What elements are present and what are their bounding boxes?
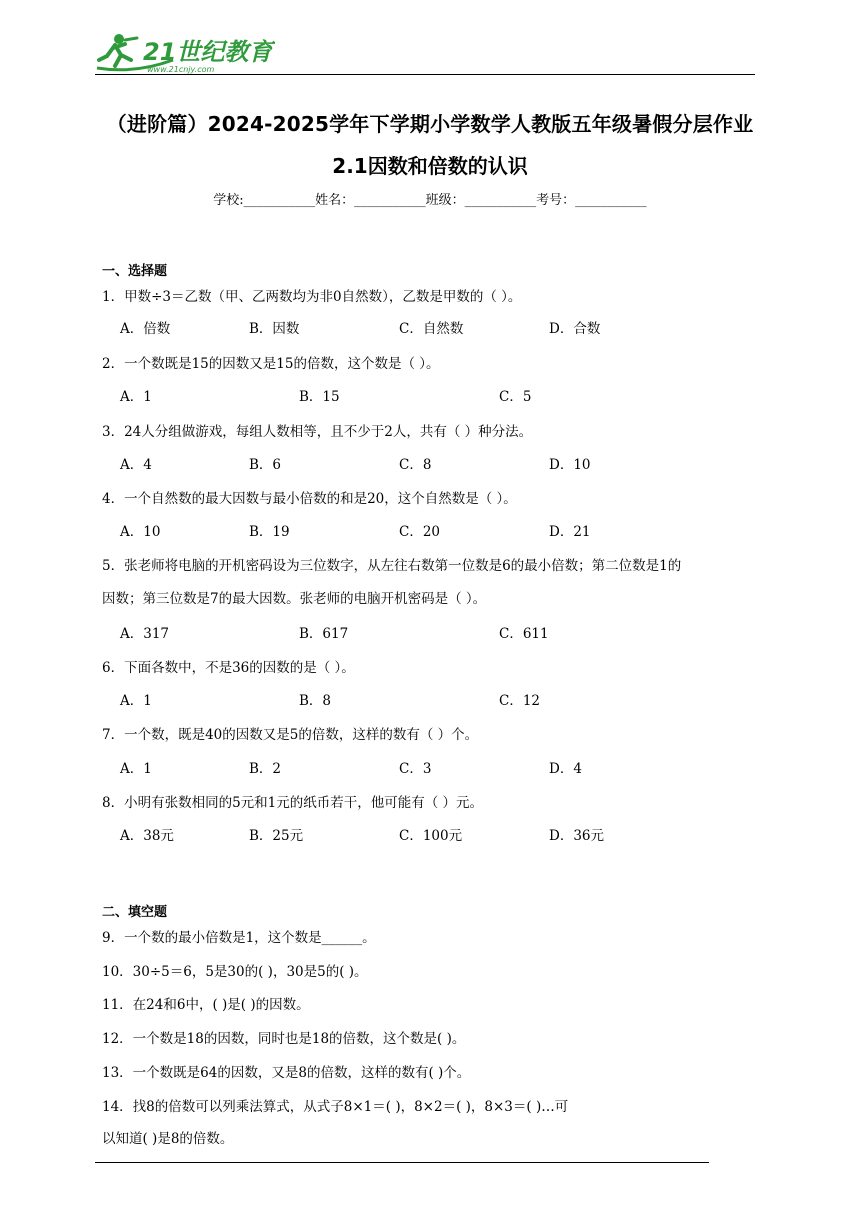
question-8: 8．小明有张数相同的5元和1元的纸币若干，他可能有（ ）元。: [102, 795, 484, 811]
q7-option-c: C．3: [399, 761, 432, 777]
runner-logo-icon: [95, 30, 275, 76]
question-4: 4．一个自然数的最大因数与最小倍数的和是20，这个自然数是（ ）。: [102, 491, 517, 507]
question-14-continued: 以知道( )是8的倍数。: [102, 1131, 234, 1147]
question-2: 2．一个数既是15的因数又是15的倍数，这个数是（ ）。: [102, 356, 440, 372]
q5-option-b: B．617: [299, 626, 349, 642]
q4-option-b: B．19: [249, 524, 290, 540]
question-6: 6．下面各数中，不是36的因数的是（ ）。: [102, 660, 355, 676]
q4-option-c: C．20: [399, 524, 441, 540]
q5-option-c: C．611: [499, 626, 549, 642]
q1-option-d: D．合数: [549, 321, 601, 337]
page-title: （进阶篇）2024-2025学年下学期小学数学人教版五年级暑假分层作业: [106, 112, 754, 136]
question-5: 5．张老师将电脑的开机密码设为三位数字，从左往右数第一位数是6的最小倍数；第二位数是1的: [102, 558, 682, 574]
logo-text: 21世纪教育: [143, 38, 273, 66]
q8-option-c: C．100元: [399, 828, 463, 844]
header-rule: [95, 74, 755, 75]
q7-option-a: A．1: [120, 761, 152, 777]
q8-option-d: D．36元: [549, 828, 605, 844]
q1-option-a: A．倍数: [120, 321, 171, 337]
q4-option-a: A．10: [120, 524, 161, 540]
question-13: 13．一个数既是64的因数，又是8的倍数，这样的数有( )个。: [102, 1065, 471, 1081]
q3-option-b: B．6: [249, 457, 282, 473]
q2-option-c: C．5: [499, 389, 532, 405]
q6-option-c: C．12: [499, 693, 541, 709]
q6-option-a: A．1: [120, 693, 152, 709]
q8-option-a: A．38元: [120, 828, 174, 844]
section-heading-choice: 一、选择题: [102, 264, 168, 279]
question-9: 9．一个数的最小倍数是1，这个数是______。: [102, 930, 376, 946]
q1-option-b: B．因数: [249, 321, 300, 337]
q1-option-c: C．自然数: [399, 321, 464, 337]
logo: [95, 30, 275, 76]
logo-url: www.21cnjy.com: [147, 65, 215, 74]
q2-option-a: A．1: [120, 389, 152, 405]
q4-option-d: D．21: [549, 524, 591, 540]
student-info-line: 学校:___________姓名：___________班级：___________考号：___________: [213, 193, 647, 208]
question-12: 12．一个数是18的因数，同时也是18的倍数，这个数是( )。: [102, 1031, 466, 1047]
question-11: 11．在24和6中，( )是( )的因数。: [102, 997, 310, 1013]
q3-option-c: C．8: [399, 457, 432, 473]
q3-option-d: D．10: [549, 457, 591, 473]
question-7: 7．一个数，既是40的因数又是5的倍数，这样的数有（ ）个。: [102, 727, 479, 743]
q2-option-b: B．15: [299, 389, 340, 405]
q7-option-d: D．4: [549, 761, 582, 777]
q5-option-a: A．317: [120, 626, 170, 642]
question-14: 14．找8的倍数可以列乘法算式，从式子8×1＝( )，8×2＝( )，8×3＝( )…可: [102, 1099, 569, 1115]
question-5-continued: 因数；第三位数是7的最大因数。张老师的电脑开机密码是（ ）。: [102, 591, 487, 607]
q3-option-a: A．4: [120, 457, 152, 473]
q8-option-b: B．25元: [249, 828, 304, 844]
q6-option-b: B．8: [299, 693, 332, 709]
page-subtitle: 2.1因数和倍数的认识: [332, 154, 528, 178]
q7-option-b: B．2: [249, 761, 282, 777]
question-10: 10．30÷5＝6，5是30的( )，30是5的( )。: [102, 964, 368, 980]
question-1: 1．甲数÷3＝乙数（甲、乙两数均为非0自然数），乙数是甲数的（ ）。: [102, 289, 522, 305]
section-heading-fill: 二、填空题: [102, 905, 168, 920]
footer-rule: [95, 1162, 709, 1163]
question-3: 3．24人分组做游戏，每组人数相等，且不少于2人，共有（ ）种分法。: [102, 424, 533, 440]
